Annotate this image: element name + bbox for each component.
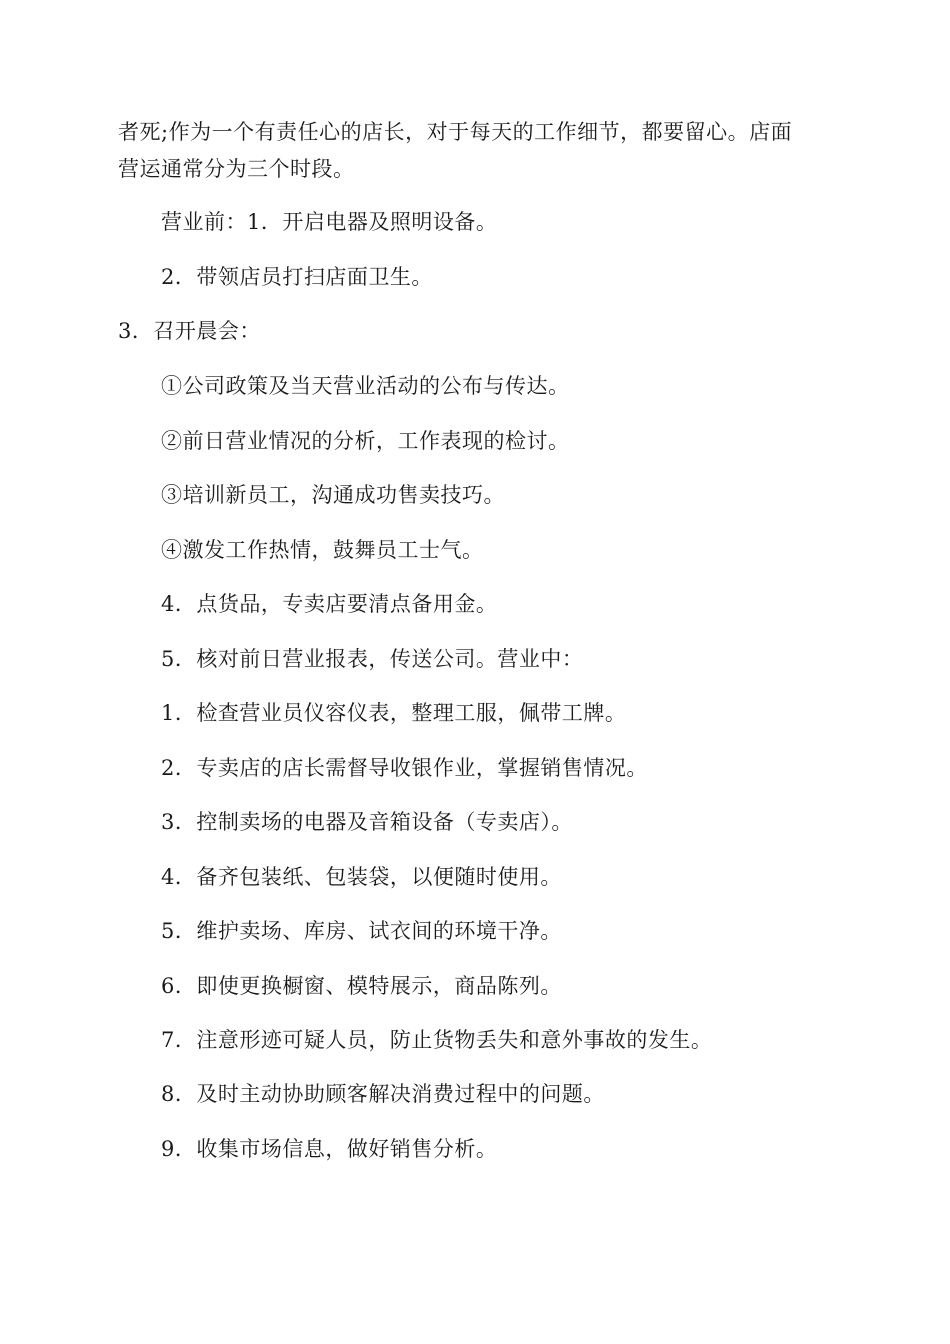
list-item: 4．备齐包装纸、包装袋，以便随时使用。 (161, 865, 562, 889)
list-item: 1．检查营业员仪容仪表，整理工服，佩带工牌。 (161, 701, 627, 725)
list-item: 营业前：1．开启电器及照明设备。 (161, 210, 498, 234)
list-item: 9．收集市场信息，做好销售分析。 (161, 1137, 498, 1161)
list-item: 4．点货品，专卖店要清点备用金。 (161, 592, 498, 616)
sub-list-item: ②前日营业情况的分析，工作表现的检讨。 (161, 429, 570, 453)
paragraph-line: 营运通常分为三个时段。 (118, 157, 355, 181)
list-item: 8．及时主动协助顾客解决消费过程中的问题。 (161, 1082, 605, 1106)
sub-list-item: ③培训新员工，沟通成功售卖技巧。 (161, 483, 505, 507)
list-item: 5．核对前日营业报表，传送公司。营业中： (161, 647, 584, 671)
list-item: 7．注意形迹可疑人员，防止货物丢失和意外事故的发生。 (161, 1028, 713, 1052)
paragraph-line: 者死;作为一个有责任心的店长，对于每天的工作细节，都要留心。店面 (118, 120, 793, 144)
list-item: 3．控制卖场的电器及音箱设备（专卖店）。 (161, 810, 573, 834)
list-item: 6．即使更换橱窗、模特展示，商品陈列。 (161, 974, 562, 998)
list-item: 2．带领店员打扫店面卫生。 (161, 265, 433, 289)
list-item: 5．维护卖场、库房、试衣间的环境干净。 (161, 919, 562, 943)
sub-list-item: ①公司政策及当天营业活动的公布与传达。 (161, 374, 570, 398)
list-item: 3．召开晨会： (118, 319, 261, 343)
sub-list-item: ④激发工作热情，鼓舞员工士气。 (161, 538, 484, 562)
list-item: 2．专卖店的店长需督导收银作业，掌握销售情况。 (161, 756, 648, 780)
